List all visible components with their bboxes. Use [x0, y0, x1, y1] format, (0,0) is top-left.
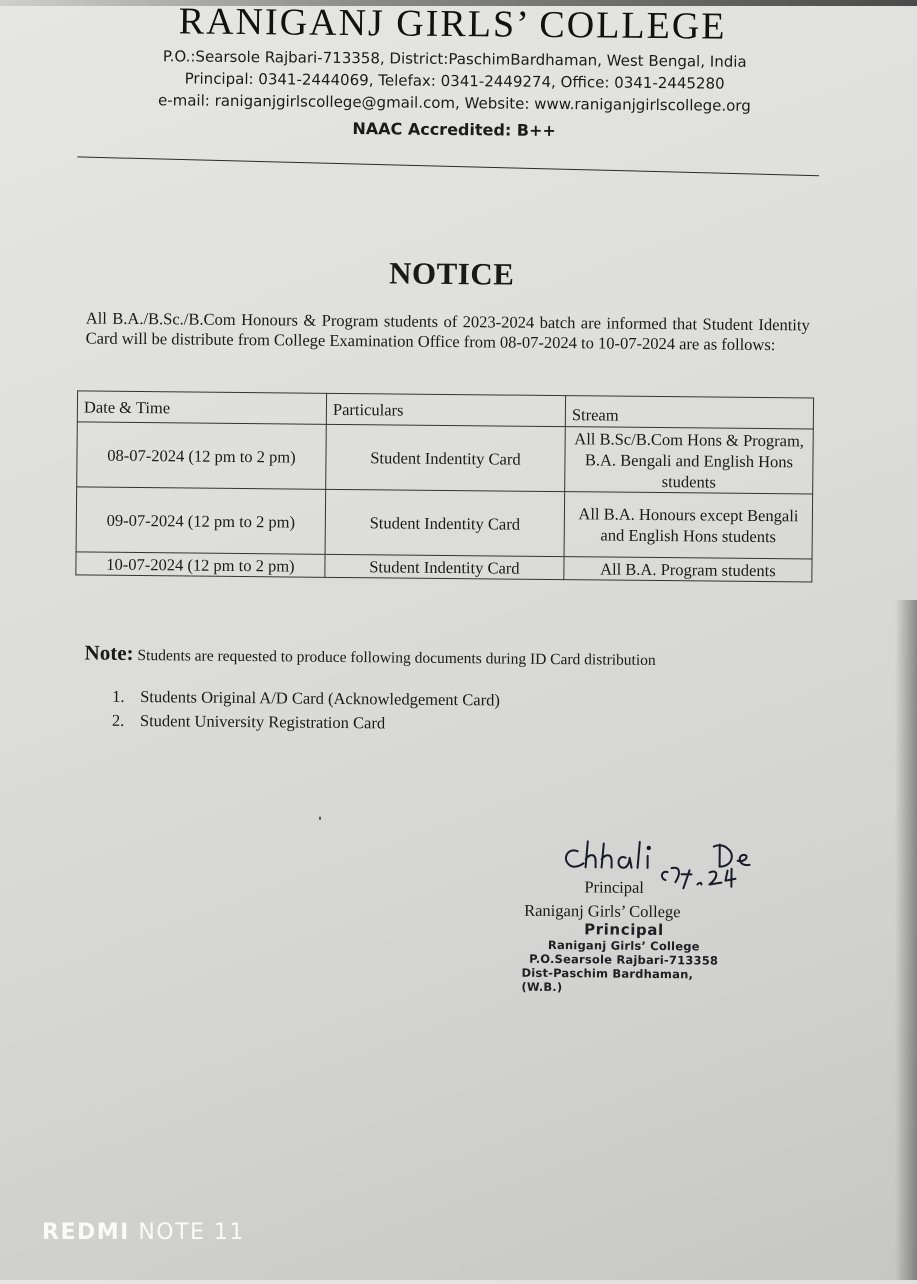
row-date-time: 08-07-2024 (12 pm to 2 pm) [77, 422, 327, 489]
list-item-text: Student University Registration Card [139, 711, 386, 733]
row-particulars: Student Indentity Card [325, 489, 565, 556]
row-date-time: 10-07-2024 (12 pm to 2 pm) [76, 552, 325, 577]
column-header-stream: Stream [565, 396, 813, 429]
stamp-address: P.O.Searsole Rajbari-713358 [529, 951, 719, 968]
note-paragraph [84, 641, 655, 671]
list-item-number: 2. [111, 710, 125, 730]
paper-speck [319, 817, 321, 820]
college-address: P.O.:Searsole Rajbari-713358, District:PaschimBardhaman, West Bengal, India [162, 47, 747, 71]
stamp-district: Dist-Paschim Bardhaman,(W.B.) [521, 965, 694, 995]
table-row [77, 422, 814, 494]
list-item-text: Students Original A/D Card (Acknowledgement Card) [140, 687, 500, 710]
college-phone-numbers: Principal: 0341-2444069, Telefax: 0341-2449274, Office: 0341-2445280 [184, 69, 725, 93]
list-item [112, 687, 500, 715]
row-stream: All B.Sc/B.Com Hons & Program, B.A. Bengali and English Hons students [565, 427, 814, 494]
column-header-particulars: Particulars [326, 393, 565, 426]
row-date-time: 09-07-2024 (12 pm to 2 pm) [76, 487, 326, 554]
distribution-schedule-table [75, 390, 814, 582]
signatory-college: Raniganj Girls’ College [524, 900, 681, 922]
camera-watermark [42, 1220, 245, 1245]
required-documents-list [112, 687, 500, 739]
list-item-number: 1. [112, 686, 125, 706]
note-text: Students are requested to produce following documents during ID Card distribution [137, 647, 656, 669]
naac-accreditation: NAAC Accredited: B++ [352, 119, 556, 141]
row-stream: All B.A. Honours except Bengali and English Hons students [564, 492, 813, 559]
stamp-college: Raniganj Girls’ College [547, 937, 700, 954]
list-item [112, 711, 500, 739]
row-particulars: Student Indentity Card [326, 424, 566, 491]
watermark-brand: REDMI [42, 1220, 130, 1245]
note-label: Note: [84, 640, 134, 665]
college-email-website: e-mail: raniganjgirlscollege@gmail.com, Website: www.raniganjgirlscollege.org [157, 91, 751, 115]
college-name: RANIGANJ GIRLS’ COLLEGE [178, 0, 727, 48]
column-header-date-time: Date & Time [77, 391, 326, 424]
principal-office-stamp [513, 920, 734, 996]
table-row [76, 487, 813, 559]
header-divider [77, 156, 819, 176]
watermark-model: NOTE 11 [138, 1220, 245, 1245]
row-particulars: Student Indentity Card [325, 554, 564, 579]
row-stream: All B.A. Program students [564, 557, 812, 582]
stamp-title: Principal [584, 920, 664, 940]
signatory-title: Principal [584, 877, 645, 897]
notice-body: All B.A./B.Sc./B.Com Honours & Program students of 2023-2024 batch are informed that Student Identity Card will be distribute from College Examination Office from 08-07-2024 to 10-07-2024 are as follows: [85, 308, 810, 355]
notice-title: NOTICE [388, 255, 515, 292]
